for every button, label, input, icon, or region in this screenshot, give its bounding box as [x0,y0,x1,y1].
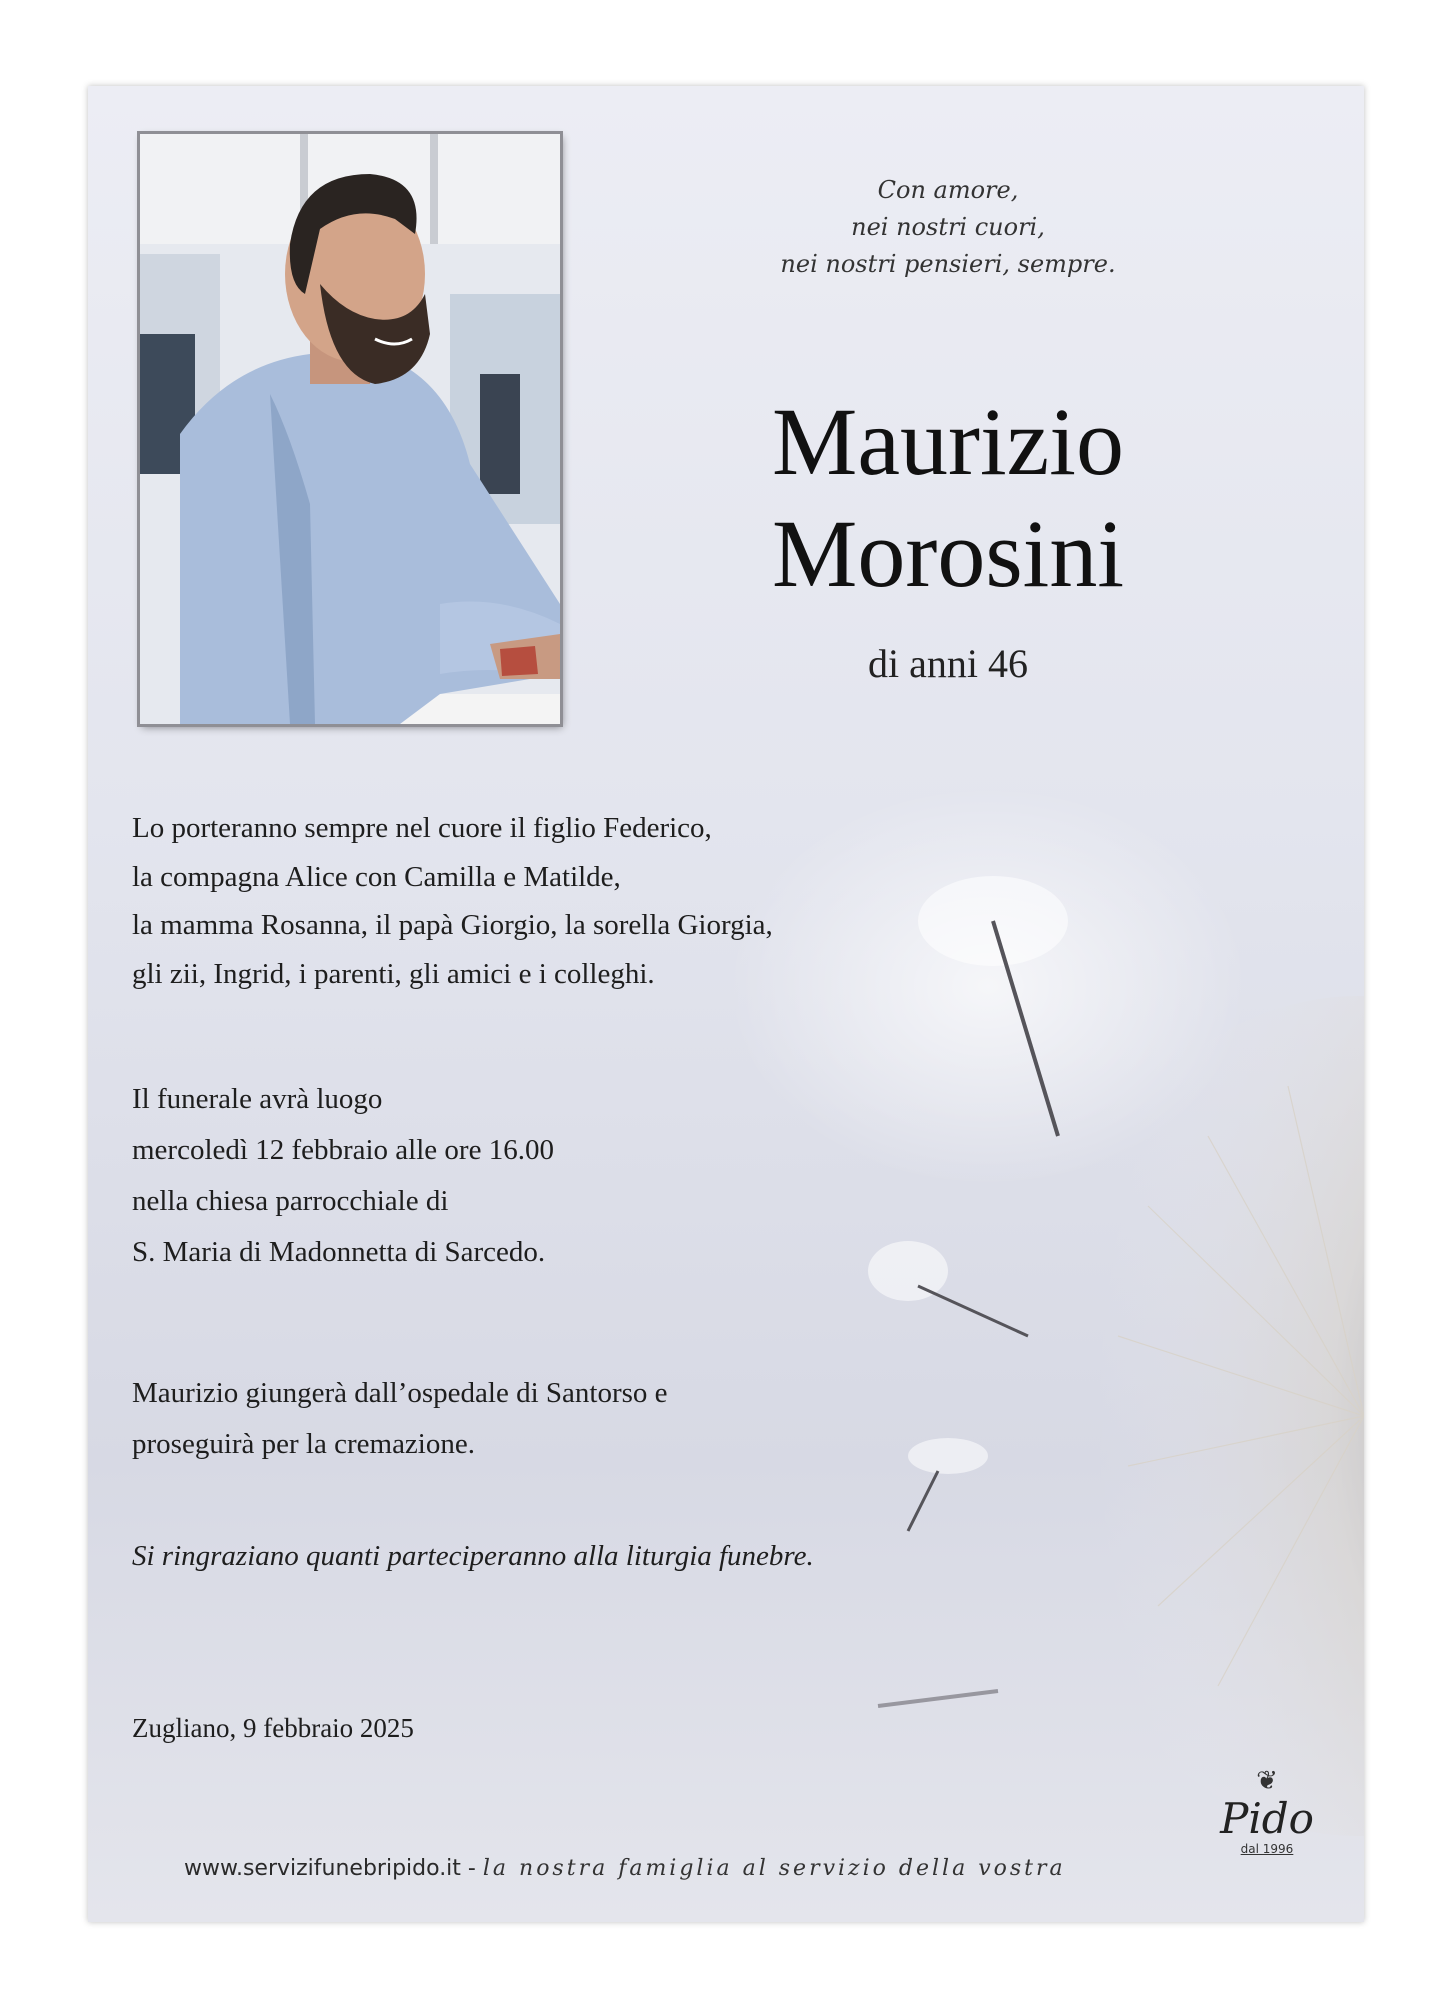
seed-3 [908,1438,988,1531]
arrival-details [132,1368,668,1470]
funeral-line: mercoledì 12 febbraio alle ore 16.00 [132,1134,554,1166]
family-line: gli zii, Ingrid, i parenti, gli amici e i colleghi. [132,957,655,990]
arrival-line: Maurizio giungerà dall’ospedale di Santorso e [132,1377,668,1409]
pido-logo [1212,1766,1322,1856]
quote-line: nei nostri pensieri, sempre. [780,250,1116,278]
footer-separator: - [460,1856,483,1881]
quote-line: nei nostri cuori, [851,213,1045,241]
family-line: la mamma Rosanna, il papà Giorgio, la sorella Giorgia, [132,909,773,941]
arrival-line: proseguirà per la cremazione. [132,1428,475,1460]
obituary-sheet [88,86,1364,1922]
funeral-details [132,1074,554,1278]
seed-2 [868,1241,1028,1336]
funeral-line: nella chiesa parrocchiale di [132,1185,449,1217]
logo-since: dal 1996 [1240,1842,1294,1856]
family-line: Lo porteranno sempre nel cuore il figlio Federico, [132,812,712,844]
funeral-line: S. Maria di Madonnetta di Sarcedo. [132,1236,546,1268]
website-link[interactable]: www.servizifunebripido.it [184,1856,461,1881]
first-name: Maurizio [772,388,1124,495]
seed-4 [878,1691,998,1706]
logo-brand: Pido [1220,1794,1314,1843]
thanks-note: Si ringraziano quanti parteciperanno alla liturgia funebre. [132,1540,814,1572]
deceased-name [638,386,1258,610]
footer [184,1856,1066,1881]
last-name: Morosini [771,500,1125,607]
age-text: di anni 46 [868,641,1028,686]
family-line: la compagna Alice con Camilla e Matilde, [132,860,621,893]
funeral-line: Il funerale avrà luogo [132,1083,383,1115]
portrait-photo [140,134,560,724]
quote-line: Con amore, [877,176,1019,204]
memorial-quote [688,172,1208,283]
footer-tagline: la nostra famiglia al servizio della vostra [482,1856,1066,1881]
wreath-icon: ❦ [1256,1766,1278,1796]
family-announcement [132,804,773,998]
place-and-date: Zugliano, 9 febbraio 2025 [132,1713,414,1743]
